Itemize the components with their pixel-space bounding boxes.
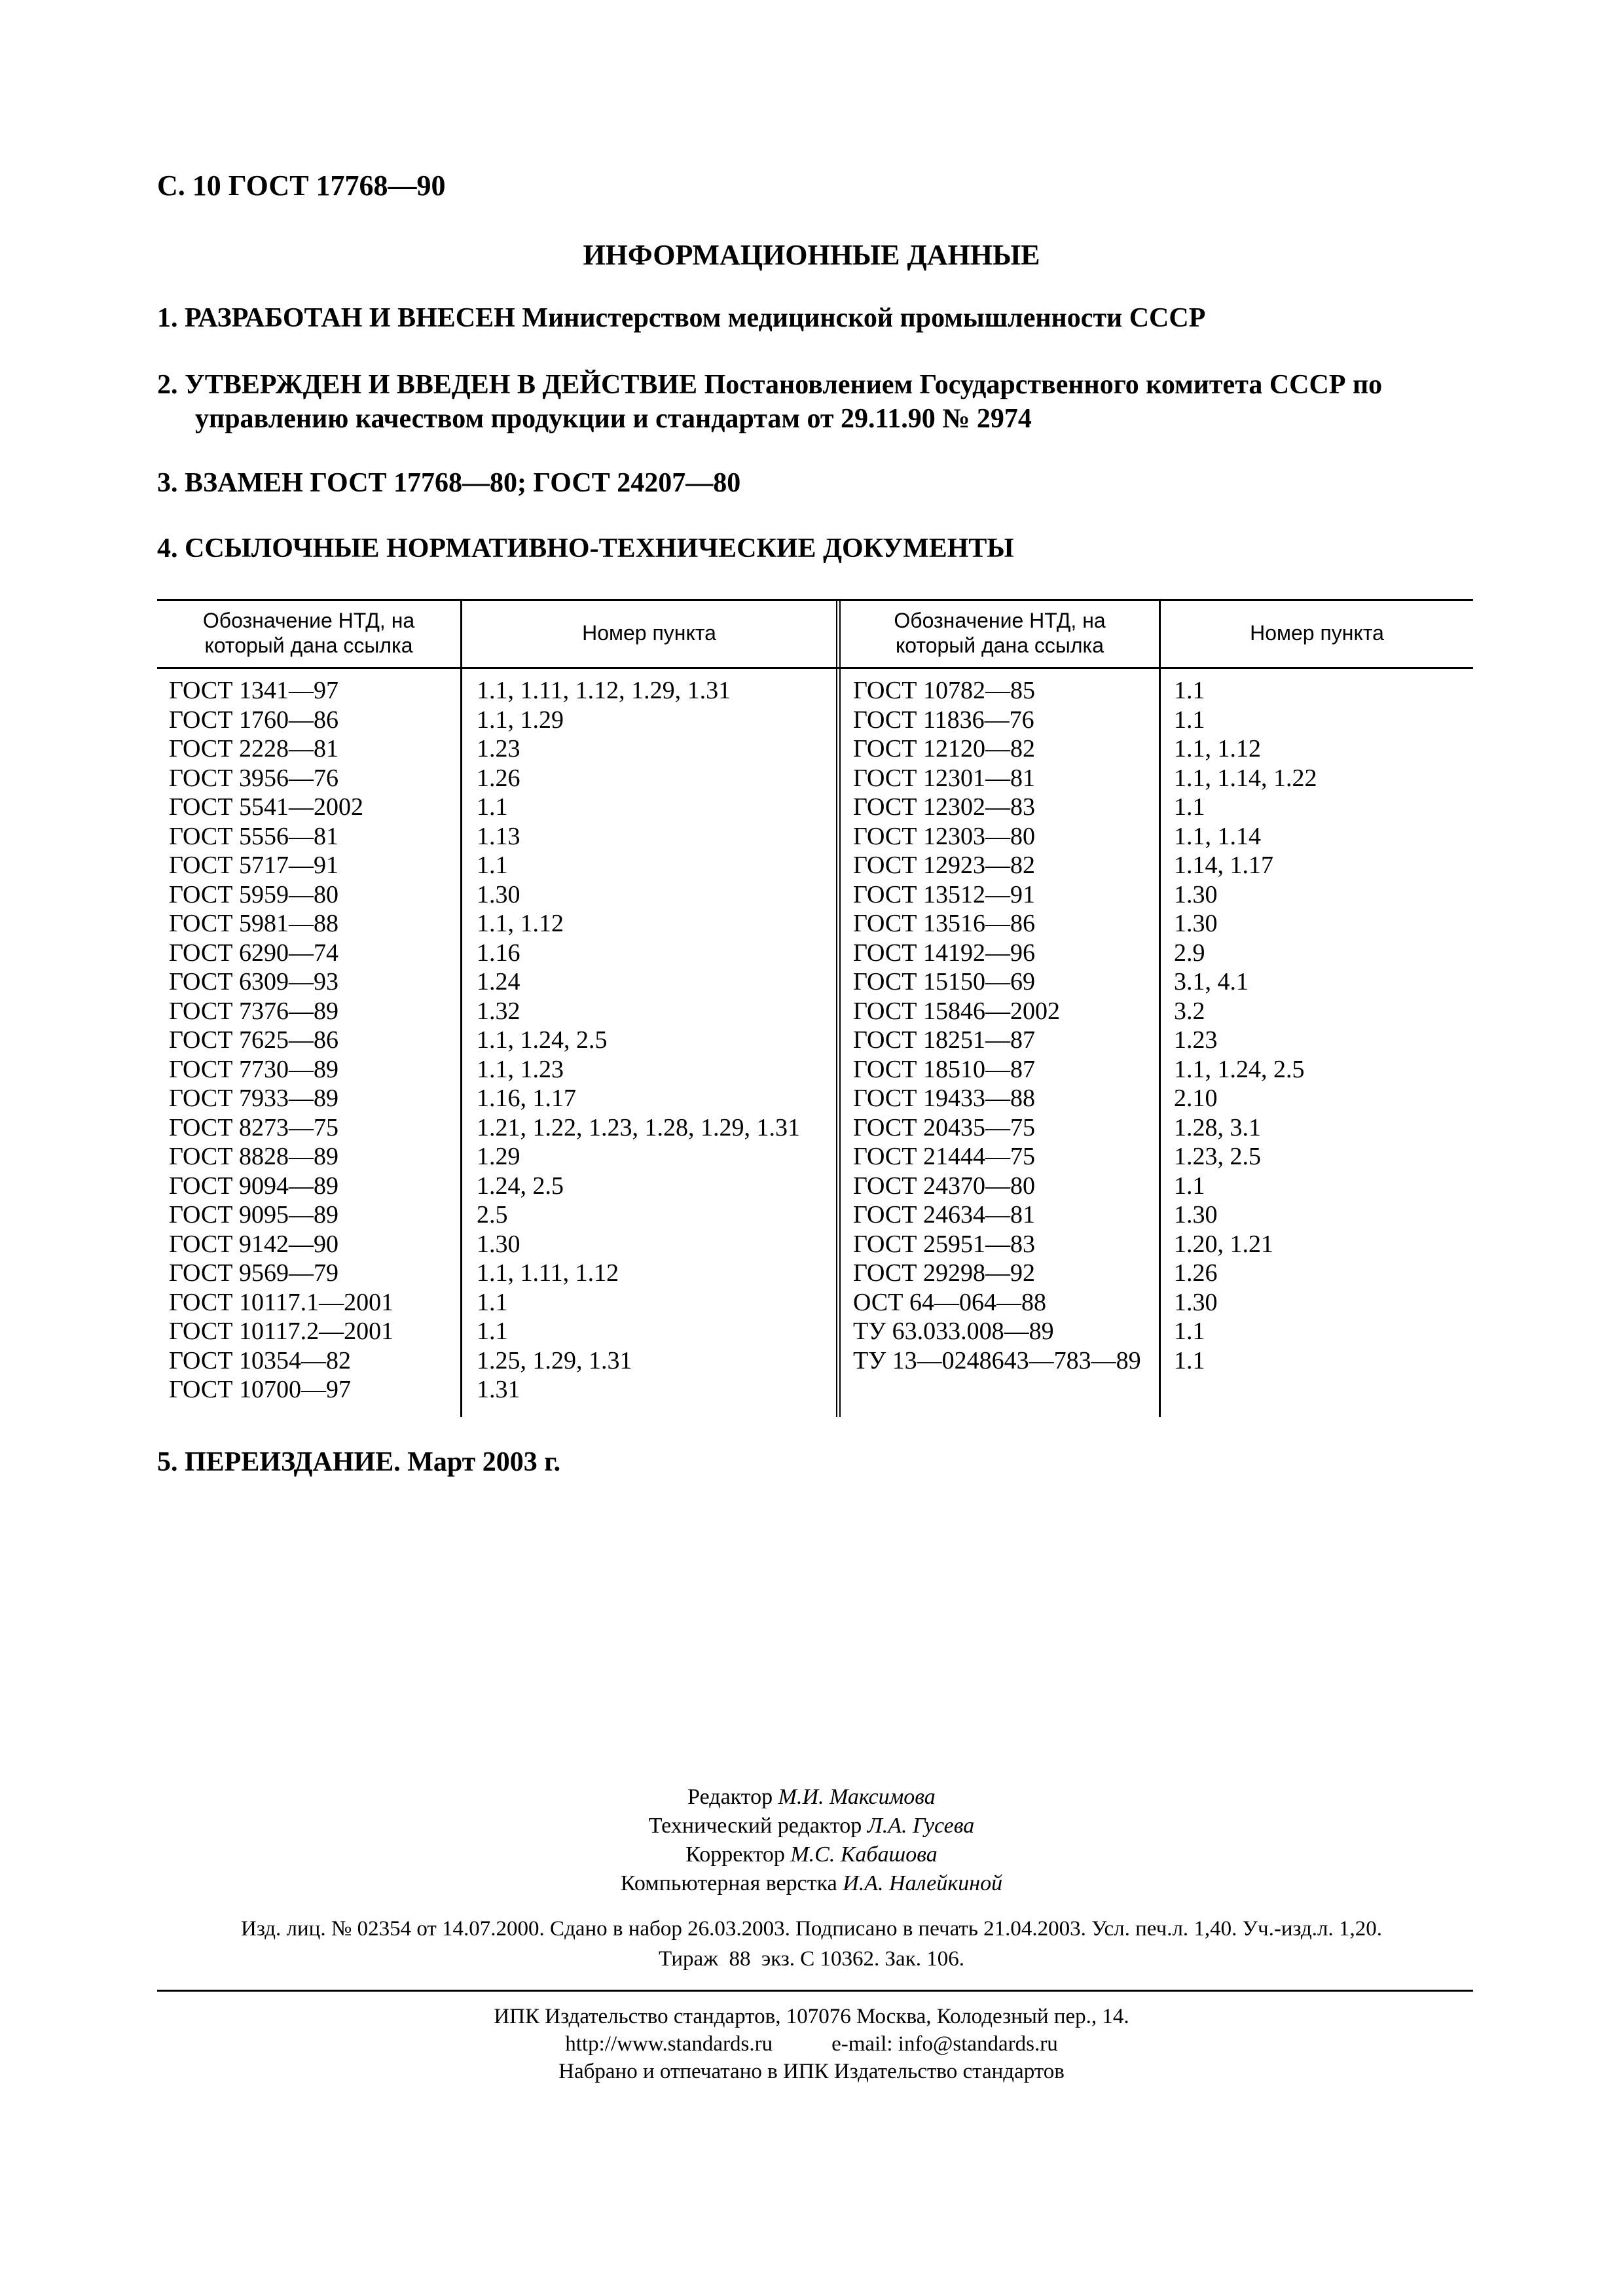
table-cell: 1.16, 1.17 xyxy=(477,1085,576,1112)
item-text: Министерством медицинской промышленности СССР xyxy=(522,303,1206,333)
imprint-block xyxy=(0,1914,1623,1974)
table-cell: ОСТ 64—064—88 xyxy=(853,1288,1046,1316)
left-docs-column xyxy=(169,676,393,1405)
table-cell: ГОСТ 1760—86 xyxy=(169,706,338,734)
table-cell: ГОСТ 18510—87 xyxy=(853,1055,1035,1083)
divider xyxy=(157,1990,1473,1992)
table-cell: 1.13 xyxy=(477,822,520,850)
table-cell: ГОСТ 12120—82 xyxy=(853,735,1035,762)
table-cell: 1.1, 1.12 xyxy=(1174,735,1261,762)
table-cell: ГОСТ 12923—82 xyxy=(853,852,1035,879)
credits-block xyxy=(0,1783,1623,1898)
publisher-url[interactable]: http://www.standards.ru xyxy=(565,2032,773,2056)
table-cell: ГОСТ 7933—89 xyxy=(169,1085,338,1112)
publisher-printed: Набрано и отпечатано в ИПК Издательство стандартов xyxy=(558,2060,1065,2083)
table-cell: ГОСТ 6309—93 xyxy=(169,968,338,996)
table-cell: 1.32 xyxy=(477,997,520,1025)
item-number: 3. xyxy=(157,468,178,498)
table-cell: ГОСТ 15846—2002 xyxy=(853,997,1060,1025)
table-cell: 1.30 xyxy=(1174,880,1218,908)
table-cell: 1.23, 2.5 xyxy=(1174,1143,1261,1170)
table-cell: ГОСТ 24634—81 xyxy=(853,1201,1035,1229)
table-cell: ТУ 63.033.008—89 xyxy=(853,1318,1054,1345)
table-cell: ГОСТ 7625—86 xyxy=(169,1026,338,1054)
table-cell: 1.30 xyxy=(477,1230,520,1258)
table-cell: ГОСТ 8273—75 xyxy=(169,1113,338,1141)
table-cell: 2.9 xyxy=(1174,939,1205,967)
table-cell: 1.14, 1.17 xyxy=(1174,852,1273,879)
table-cell: 1.30 xyxy=(1174,1288,1218,1316)
right-docs-column xyxy=(853,676,1141,1375)
table-cell: 1.1 xyxy=(477,1288,508,1316)
table-cell: 1.1 xyxy=(477,793,508,821)
table-cell: 3.2 xyxy=(1174,997,1205,1025)
table-cell: ГОСТ 10117.2—2001 xyxy=(169,1318,394,1345)
table-cell: ГОСТ 10782—85 xyxy=(853,677,1035,704)
table-cell: 1.30 xyxy=(1174,910,1218,937)
table-cell: ГОСТ 9142—90 xyxy=(169,1230,338,1258)
info-item-5: 5. ПЕРЕИЗДАНИЕ. Март 2003 г. xyxy=(157,1447,561,1477)
table-cell: 1.1 xyxy=(477,852,508,879)
table-cell: 1.1, 1.14 xyxy=(1174,822,1261,850)
table-cell: ГОСТ 5959—80 xyxy=(169,880,338,908)
item-text: Постановлением Государственного комитета СССР по xyxy=(704,370,1383,400)
table-cell: 1.31 xyxy=(477,1376,520,1403)
table-cell: 1.23 xyxy=(1174,1026,1218,1054)
table-cell: 1.1, 1.12 xyxy=(477,910,564,937)
table-cell: 1.1 xyxy=(1174,1318,1205,1345)
table-cell: ГОСТ 9569—79 xyxy=(169,1259,338,1287)
item-number: 1. xyxy=(157,303,178,333)
right-points-column xyxy=(1174,676,1317,1375)
column-divider xyxy=(460,599,462,1417)
credit-editor: Редактор М.И. Максимова xyxy=(687,1785,936,1809)
table-cell: 1.1 xyxy=(1174,1172,1205,1200)
credit-tech-editor: Технический редактор Л.А. Гусева xyxy=(648,1814,975,1838)
table-cell: ГОСТ 13512—91 xyxy=(853,880,1035,908)
table-cell: 1.1, 1.11, 1.12, 1.29, 1.31 xyxy=(477,677,731,704)
center-divider xyxy=(836,599,841,1417)
header-doc-right: Обозначение НТД, на который дана ссылка xyxy=(894,609,1106,657)
table-cell: 1.1, 1.29 xyxy=(477,706,564,734)
table-cell: 1.1 xyxy=(1174,1346,1205,1374)
table-cell: ГОСТ 10117.1—2001 xyxy=(169,1288,394,1316)
item-lead: ССЫЛОЧНЫЕ НОРМАТИВНО-ТЕХНИЧЕСКИЕ ДОКУМЕНТЫ xyxy=(185,533,1014,564)
column-divider xyxy=(1159,599,1161,1417)
table-cell: ГОСТ 24370—80 xyxy=(853,1172,1035,1200)
table-cell: ГОСТ 8828—89 xyxy=(169,1143,338,1170)
table-cell: ГОСТ 5981—88 xyxy=(169,910,338,937)
table-cell: ГОСТ 12303—80 xyxy=(853,822,1035,850)
table-cell: ГОСТ 5556—81 xyxy=(169,822,338,850)
table-cell: 1.24, 2.5 xyxy=(477,1172,564,1200)
table-cell: ГОСТ 7376—89 xyxy=(169,997,338,1025)
table-cell: 1.30 xyxy=(477,880,520,908)
table-cell: 1.1, 1.24, 2.5 xyxy=(477,1026,608,1054)
header-point-right: Номер пункта xyxy=(1250,621,1384,645)
table-cell: ГОСТ 10354—82 xyxy=(169,1346,351,1374)
item-lead: ВЗАМЕН ГОСТ 17768—80; ГОСТ 24207—80 xyxy=(185,468,741,498)
info-item-1 xyxy=(157,301,1205,335)
table-cell: ГОСТ 10700—97 xyxy=(169,1376,351,1403)
reference-table xyxy=(157,599,1473,1417)
credit-corrector: Корректор М.С. Кабашова xyxy=(685,1842,938,1867)
table-cell: 1.23 xyxy=(477,735,520,762)
table-cell: 1.28, 3.1 xyxy=(1174,1113,1261,1141)
credit-layout: Компьютерная верстка И.А. Налейкиной xyxy=(620,1871,1003,1895)
table-cell: 2.10 xyxy=(1174,1085,1218,1112)
table-cell: 1.1, 1.24, 2.5 xyxy=(1174,1055,1305,1083)
table-cell: ГОСТ 9094—89 xyxy=(169,1172,338,1200)
table-cell: 1.1, 1.11, 1.12 xyxy=(477,1259,619,1287)
item-lead: РАЗРАБОТАН И ВНЕСЕН xyxy=(185,303,515,333)
table-cell: ГОСТ 25951—83 xyxy=(853,1230,1035,1258)
table-cell: ГОСТ 5541—2002 xyxy=(169,793,363,821)
info-item-3 xyxy=(157,466,740,500)
info-item-4 xyxy=(157,531,1014,565)
table-cell: ГОСТ 2228—81 xyxy=(169,735,338,762)
table-cell: ГОСТ 9095—89 xyxy=(169,1201,338,1229)
table-cell: ГОСТ 7730—89 xyxy=(169,1055,338,1083)
table-cell: 1.20, 1.21 xyxy=(1174,1230,1273,1258)
table-cell: 1.29 xyxy=(477,1143,520,1170)
table-cell: ГОСТ 1341—97 xyxy=(169,677,338,704)
table-cell: ГОСТ 12302—83 xyxy=(853,793,1035,821)
table-cell: 1.1, 1.14, 1.22 xyxy=(1174,764,1317,792)
publisher-contacts xyxy=(0,2030,1623,2058)
table-cell: 1.24 xyxy=(477,968,520,996)
table-cell: 1.26 xyxy=(477,764,520,792)
table-cell: ГОСТ 6290—74 xyxy=(169,939,338,967)
table-cell: ГОСТ 13516—86 xyxy=(853,910,1035,937)
table-cell: ТУ 13—0248643—783—89 xyxy=(853,1346,1141,1374)
table-header-rule xyxy=(157,667,1473,669)
table-cell: 1.16 xyxy=(477,939,520,967)
table-cell: 1.30 xyxy=(1174,1201,1218,1229)
publisher-block xyxy=(0,2003,1623,2085)
table-cell: 1.1 xyxy=(1174,677,1205,704)
imprint-line: Изд. лиц. № 02354 от 14.07.2000. Сдано в набор 26.03.2003. Подписано в печать 21.04.2003. Усл. печ.л. 1,40. Уч.-изд.л. 1,20. xyxy=(240,1917,1382,1941)
item-number: 2. xyxy=(157,370,178,400)
table-cell: ГОСТ 5717—91 xyxy=(169,852,338,879)
table-cell: 1.1 xyxy=(1174,793,1205,821)
item-lead: УТВЕРЖДЕН И ВВЕДЕН В ДЕЙСТВИЕ xyxy=(185,370,698,400)
table-cell: 1.26 xyxy=(1174,1259,1218,1287)
page-reference: С. 10 ГОСТ 17768—90 xyxy=(157,170,446,202)
page-title: ИНФОРМАЦИОННЫЕ ДАННЫЕ xyxy=(583,239,1040,271)
table-cell: ГОСТ 3956—76 xyxy=(169,764,338,792)
table-cell: ГОСТ 29298—92 xyxy=(853,1259,1035,1287)
table-cell: 1.25, 1.29, 1.31 xyxy=(477,1346,632,1374)
item-text-continued: управлению качеством продукции и стандартам от 29.11.90 № 2974 xyxy=(195,404,1032,434)
table-cell: ГОСТ 14192—96 xyxy=(853,939,1035,967)
table-cell: ГОСТ 21444—75 xyxy=(853,1143,1035,1170)
table-cell: 1.21, 1.22, 1.23, 1.28, 1.29, 1.31 xyxy=(477,1113,800,1141)
left-points-column xyxy=(477,676,800,1405)
publisher-address: ИПК Издательство стандартов, 107076 Москва, Колодезный пер., 14. xyxy=(494,2005,1129,2028)
table-cell: ГОСТ 19433—88 xyxy=(853,1085,1035,1112)
table-cell: ГОСТ 12301—81 xyxy=(853,764,1035,792)
imprint-line: Тираж 88 экз. С 10362. Зак. 106. xyxy=(659,1947,964,1971)
table-cell: 1.1, 1.23 xyxy=(477,1055,564,1083)
header-point-left: Номер пункта xyxy=(582,621,716,645)
table-cell: 3.1, 4.1 xyxy=(1174,968,1249,996)
item-number: 4. xyxy=(157,533,178,564)
table-cell: ГОСТ 11836—76 xyxy=(853,706,1034,734)
table-cell: ГОСТ 18251—87 xyxy=(853,1026,1035,1054)
table-cell: 1.1 xyxy=(1174,706,1205,734)
info-item-2 xyxy=(157,368,1480,436)
header-doc-left: Обозначение НТД, на который дана ссылка xyxy=(202,609,415,657)
table-cell: 1.1 xyxy=(477,1318,508,1345)
table-cell: ГОСТ 20435—75 xyxy=(853,1113,1035,1141)
publisher-email[interactable]: e-mail: info@standards.ru xyxy=(831,2032,1058,2056)
table-cell: ГОСТ 15150—69 xyxy=(853,968,1035,996)
table-cell: 2.5 xyxy=(477,1201,508,1229)
